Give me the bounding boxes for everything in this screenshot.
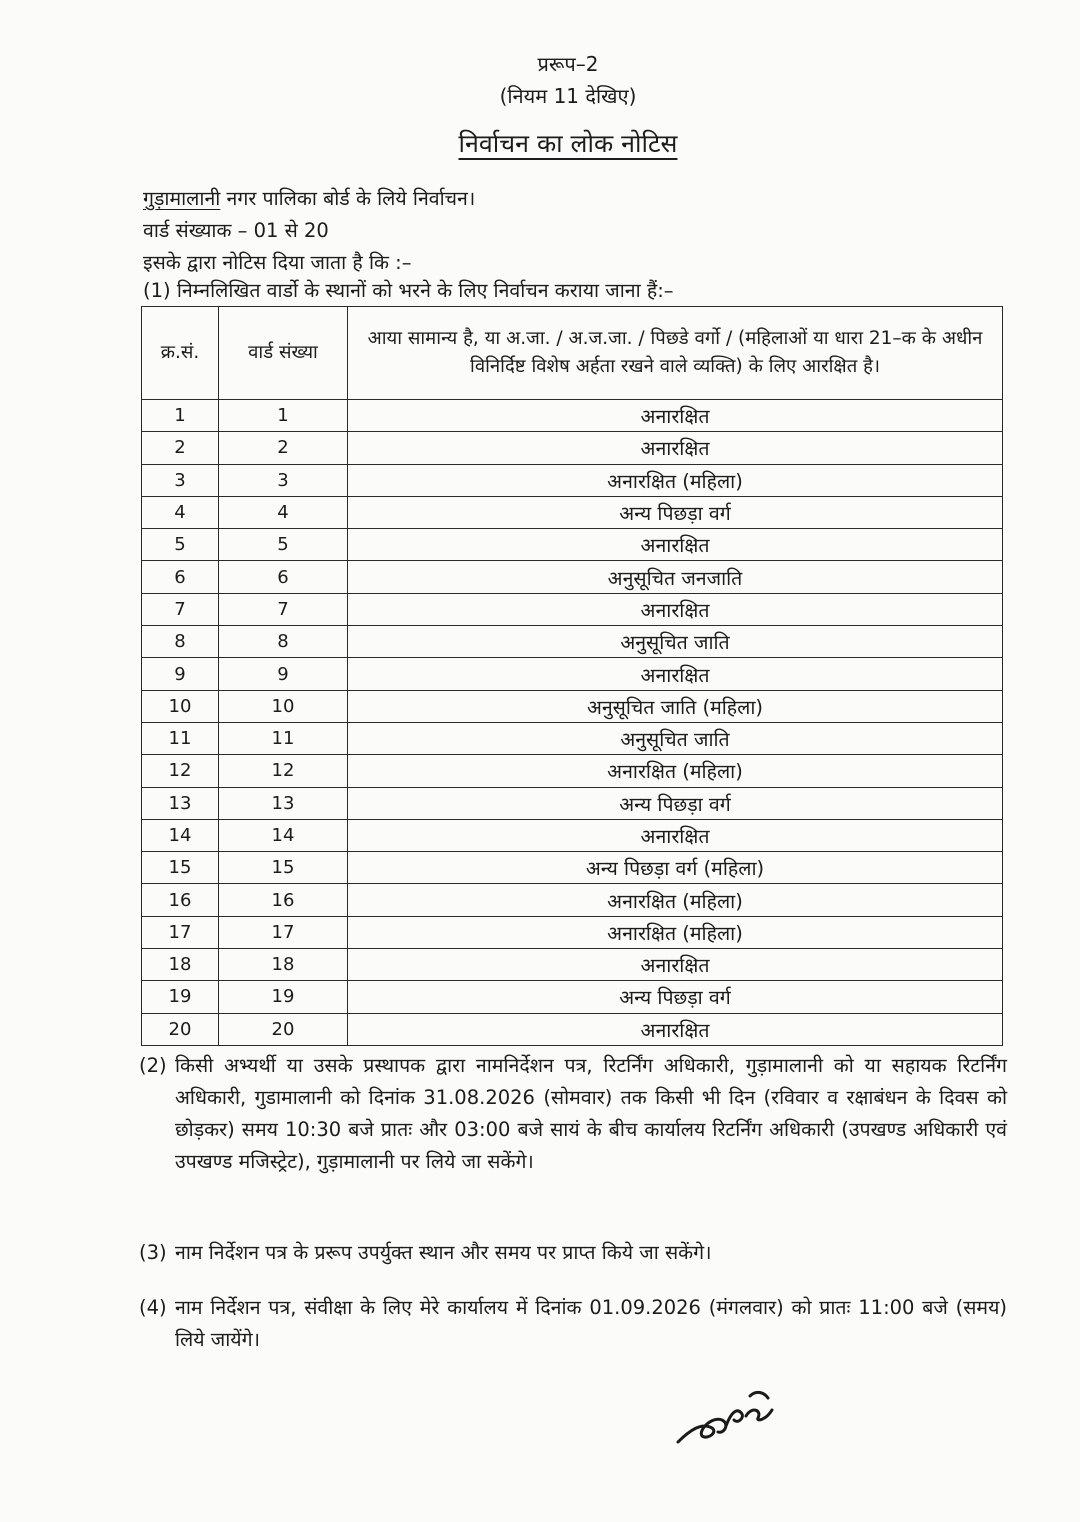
cell-ward: 2 [219,432,348,464]
header-reservation: आया सामान्य है, या अ.जा. / अ.ज.जा. / पिछडे वर्गो / (महिलाओं या धारा 21–क के अधीन विनिर्दिष्ट विशेष अर्हता रखने वाले व्यक्ति) के लिए आरक्षित है। [348,307,1003,400]
notice-line: इसके द्वारा नोटिस दिया जाता है कि :– [143,251,412,274]
cell-ward: 11 [219,722,348,754]
cell-serial: 10 [142,690,219,722]
table-row [142,981,1003,1013]
table-row [142,949,1003,981]
cell-category: अनुसूचित जाति (महिला) [348,690,1003,722]
table-row [142,1013,1003,1045]
cell-ward: 10 [219,690,348,722]
table-row [142,626,1003,658]
cell-ward: 1 [219,400,348,432]
paragraph-number: (4) [139,1296,167,1319]
cell-serial: 13 [142,787,219,819]
cell-serial: 15 [142,852,219,884]
table-row [142,852,1003,884]
ward-range: वार्ड संख्याक – 01 से 20 [143,219,329,242]
cell-category: अन्य पिछड़ा वर्ग [348,496,1003,528]
cell-serial: 9 [142,658,219,690]
cell-ward: 8 [219,626,348,658]
table-row [142,400,1003,432]
table-row [142,884,1003,916]
cell-ward: 20 [219,1013,348,1045]
cell-category: अनारक्षित [348,593,1003,625]
cell-serial: 17 [142,916,219,948]
table-row [142,561,1003,593]
cell-ward: 7 [219,593,348,625]
paragraph-4 [139,1292,1007,1356]
header-serial: क्र.सं. [142,307,219,400]
cell-serial: 18 [142,949,219,981]
page-title-text: निर्वाचन का लोक नोटिस [458,129,678,158]
cell-ward: 5 [219,529,348,561]
table-row [142,658,1003,690]
ward-reservation-table [141,306,1003,1046]
clause-1: (1) निम्नलिखित वार्डो के स्थानों को भरने के लिए निर्वाचन कराया जाना हैं:– [143,279,674,302]
paragraph-2 [139,1050,1007,1178]
municipality-name: गुड़ामालानी [143,187,221,210]
cell-category: अनारक्षित (महिला) [348,884,1003,916]
cell-category: अनारक्षित [348,1013,1003,1045]
cell-category: अनारक्षित (महिला) [348,916,1003,948]
header-ward: वार्ड संख्या [219,307,348,400]
table-row [142,529,1003,561]
cell-serial: 8 [142,626,219,658]
cell-ward: 17 [219,916,348,948]
cell-ward: 4 [219,496,348,528]
cell-category: अन्य पिछड़ा वर्ग (महिला) [348,852,1003,884]
election-line-rest: नगर पालिका बोर्ड के लिये निर्वाचन। [220,187,476,210]
cell-ward: 13 [219,787,348,819]
cell-serial: 14 [142,819,219,851]
cell-serial: 16 [142,884,219,916]
table-row [142,690,1003,722]
cell-category: अनारक्षित [348,819,1003,851]
cell-ward: 18 [219,949,348,981]
cell-ward: 15 [219,852,348,884]
signature [672,1380,790,1450]
cell-serial: 20 [142,1013,219,1045]
election-line [143,184,475,211]
table-row [142,432,1003,464]
table-row [142,464,1003,496]
table-row [142,755,1003,787]
paragraph-text: नाम निर्देशन पत्र के प्ररूप उपर्युक्त स्थान और समय पर प्राप्त किये जा सकेंगे। [175,1241,712,1264]
table-row [142,722,1003,754]
cell-serial: 12 [142,755,219,787]
table-row [142,496,1003,528]
cell-serial: 19 [142,981,219,1013]
paragraph-number: (3) [139,1241,167,1264]
cell-category: अन्य पिछड़ा वर्ग [348,981,1003,1013]
cell-category: अनुसूचित जनजाति [348,561,1003,593]
cell-category: अनारक्षित (महिला) [348,755,1003,787]
cell-serial: 6 [142,561,219,593]
cell-serial: 2 [142,432,219,464]
cell-category: अन्य पिछड़ा वर्ग [348,787,1003,819]
cell-category: अनारक्षित [348,529,1003,561]
rule-reference: (नियम 11 देखिए) [499,84,637,108]
form-number: प्ररूप–2 [537,52,599,76]
cell-ward: 14 [219,819,348,851]
paragraph-text: किसी अभ्यर्थी या उसके प्रस्थापक द्वारा नामनिर्देशन पत्र, रिटर्निंग अधिकारी, गुड़ामालानी को या सहायक रिटर्निंग अधिकारी, गुडामालानी को दिनांक 31.08.2026 (सोमवार) तक किसी भी दिन (रविवार व रक्षाबंधन के दिवस को छोड़कर) समय 10:30 बजे प्रातः और 03:00 बजे सायं के बीच कार्यालय रिटर्निंग अधिकारी (उपखण्ड अधिकारी एवं उपखण्ड मजिस्ट्रेट), गुड़ामालानी पर लिये जा सकेंगे। [175,1054,1007,1173]
cell-category: अनारक्षित [348,949,1003,981]
cell-category: अनारक्षित [348,432,1003,464]
table-row [142,916,1003,948]
table-row [142,593,1003,625]
paragraph-number: (2) [139,1054,167,1077]
table-header-row [142,307,1003,400]
cell-ward: 16 [219,884,348,916]
cell-ward: 6 [219,561,348,593]
cell-serial: 3 [142,464,219,496]
cell-serial: 5 [142,529,219,561]
cell-ward: 9 [219,658,348,690]
cell-serial: 1 [142,400,219,432]
cell-ward: 19 [219,981,348,1013]
cell-category: अनुसूचित जाति [348,722,1003,754]
paragraph-3 [139,1237,1007,1269]
cell-category: अनुसूचित जाति [348,626,1003,658]
cell-ward: 12 [219,755,348,787]
cell-category: अनारक्षित [348,658,1003,690]
cell-serial: 7 [142,593,219,625]
paragraph-text: नाम निर्देशन पत्र, संवीक्षा के लिए मेरे कार्यालय में दिनांक 01.09.2026 (मंगलवार) को प्रातः 11:00 बजे (समय) लिये जायेंगे। [175,1296,1007,1351]
cell-category: अनारक्षित [348,400,1003,432]
cell-serial: 4 [142,496,219,528]
page-title [28,126,1080,160]
cell-category: अनारक्षित (महिला) [348,464,1003,496]
cell-ward: 3 [219,464,348,496]
table-row [142,819,1003,851]
table-body [142,400,1003,1046]
table-row [142,787,1003,819]
cell-serial: 11 [142,722,219,754]
